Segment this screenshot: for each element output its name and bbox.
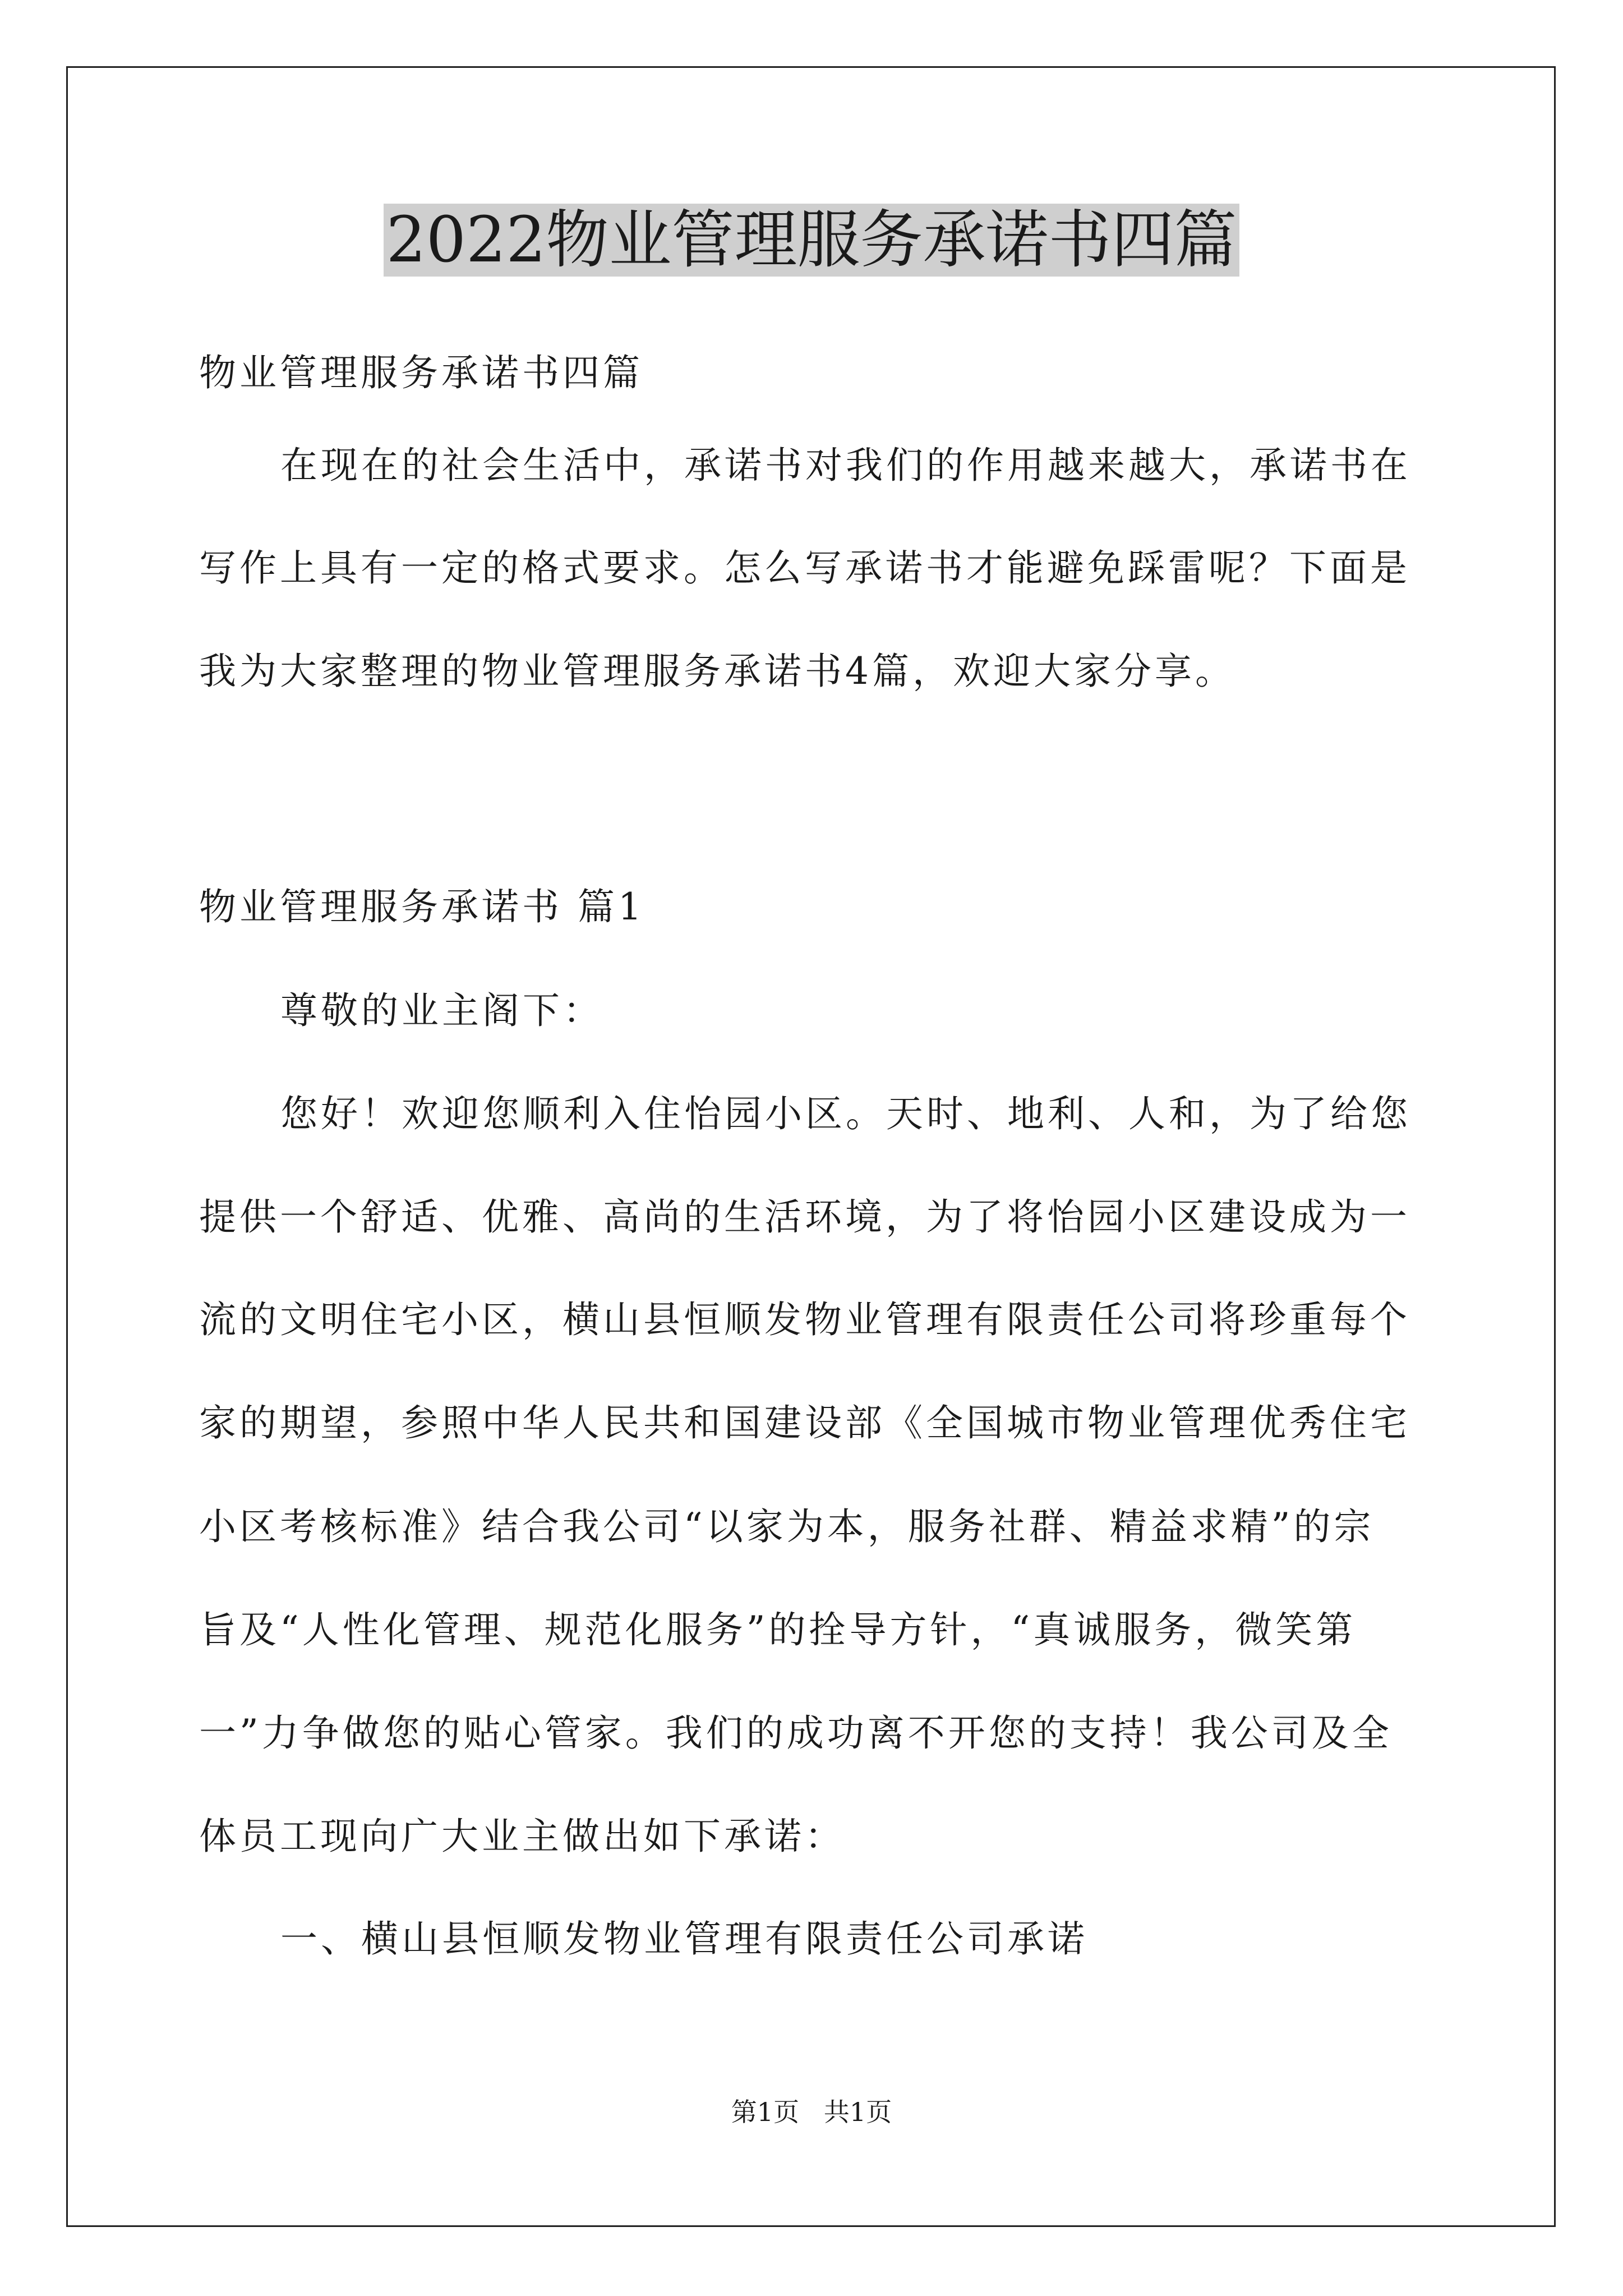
title-text: 2022物业管理服务承诺书四篇 bbox=[384, 204, 1239, 277]
document-title bbox=[0, 195, 1623, 285]
section-heading: 物业管理服务承诺书 篇1 bbox=[199, 885, 645, 928]
intro-line-2: 写作上具有一定的格式要求。怎么写承诺书才能避免踩雷呢？下面是 bbox=[199, 546, 1410, 590]
page-footer: 第1页 共1页 bbox=[731, 2097, 892, 2127]
salutation: 尊敬的业主阁下： bbox=[280, 989, 603, 1032]
body-line-7: 一”力争做您的贴心管家。我们的成功离不开您的支持！我公司及全 bbox=[199, 1711, 1393, 1755]
body-line-2: 提供一个舒适、优雅、高尚的生活环境，为了将怡园小区建设成为一 bbox=[199, 1195, 1410, 1239]
body-line-3: 流的文明住宅小区，横山县恒顺发物业管理有限责任公司将珍重每个 bbox=[199, 1298, 1410, 1341]
intro-line-3: 我为大家整理的物业管理服务承诺书4篇，欢迎大家分享。 bbox=[199, 650, 1235, 693]
subtitle: 物业管理服务承诺书四篇 bbox=[199, 351, 643, 394]
item-1-heading: 一、横山县恒顺发物业管理有限责任公司承诺 bbox=[280, 1917, 1088, 1961]
body-line-4: 家的期望，参照中华人民共和国建设部《全国城市物业管理优秀住宅 bbox=[199, 1401, 1410, 1444]
body-line-6: 旨及“人性化管理、规范化服务”的拴导方针，“真诚服务，微笑第 bbox=[199, 1608, 1357, 1651]
body-line-1: 您好！欢迎您顺利入住怡园小区。天时、地利、人和，为了给您 bbox=[280, 1092, 1411, 1135]
body-line-8: 体员工现向广大业主做出如下承诺： bbox=[199, 1815, 845, 1858]
intro-line-1: 在现在的社会生活中，承诺书对我们的作用越来越大，承诺书在 bbox=[280, 444, 1411, 487]
body-line-5: 小区考核标准》结合我公司“以家为本，服务社群、精益求精”的宗 bbox=[199, 1505, 1375, 1548]
